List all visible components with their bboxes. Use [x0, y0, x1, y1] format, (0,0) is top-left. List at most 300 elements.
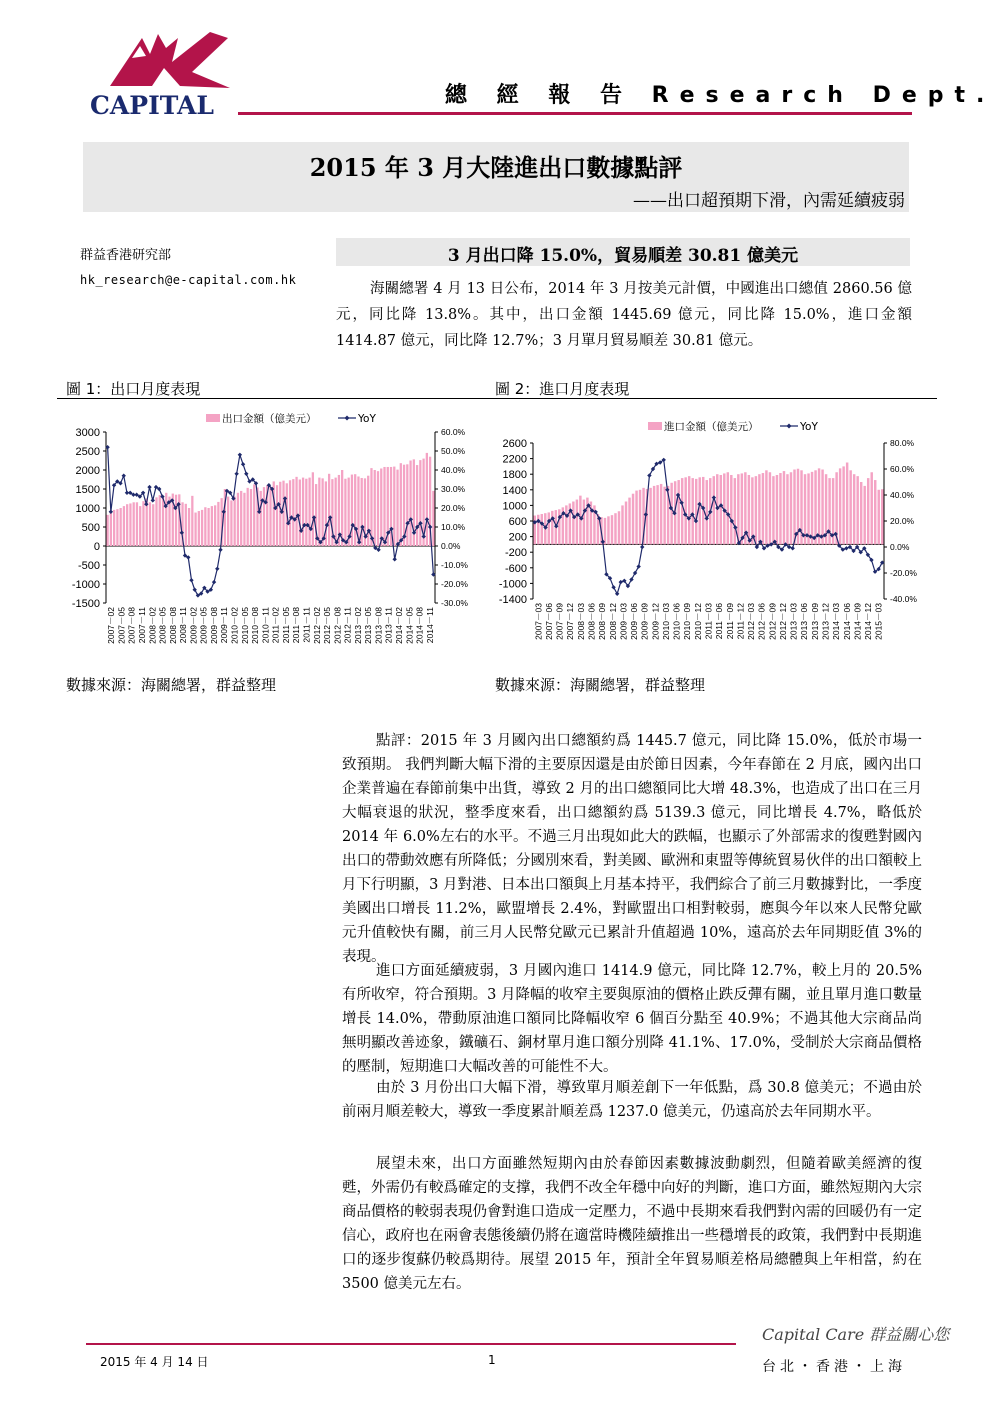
x-tick-label: 2007－02: [106, 607, 117, 644]
value-bar: [811, 472, 813, 545]
value-bar: [776, 475, 778, 544]
x-tick-label: 2009－06: [629, 603, 640, 640]
value-bar: [282, 481, 284, 546]
x-tick-label: 2012－03: [746, 603, 757, 640]
x-tick-label: 2014－02: [394, 607, 405, 644]
value-bar: [649, 488, 651, 545]
yoy-point: [844, 546, 848, 550]
x-tick-label: 2012－09: [767, 603, 778, 640]
yoy-point: [425, 517, 429, 521]
value-bar: [162, 497, 164, 546]
value-bar: [289, 480, 291, 546]
value-bar: [295, 477, 297, 546]
page-number: 1: [488, 1353, 496, 1367]
value-bar: [583, 500, 585, 545]
x-tick-label: 2009－11: [219, 607, 230, 644]
value-bar: [698, 477, 700, 544]
export-chart: [58, 404, 478, 670]
yoy-point: [189, 578, 193, 582]
x-tick-label: 2008－08: [167, 607, 178, 644]
y-right-tick-label: 30.0%: [441, 484, 466, 494]
x-tick-label: 2012－11: [342, 607, 353, 644]
legend-line-label: YoY: [800, 421, 818, 433]
figure2-caption: 圖 2：進口月度表現: [495, 380, 630, 398]
yoy-point: [241, 462, 245, 466]
value-bar: [786, 474, 788, 544]
figure-rule: [57, 398, 937, 399]
y-left-tick-label: -200: [504, 547, 527, 560]
x-tick-label: 2014－09: [852, 603, 863, 640]
value-bar: [318, 478, 320, 546]
x-tick-label: 2011－08: [291, 607, 302, 644]
commentary-paragraph-1: 點評：2015 年 3 月國內出口總額約爲 1445.7 億元，同比降 15.0%，低於市場一致預期。 我們判斷大幅下滑的主要原因還是由於節日因素，今年春節在 2 月底，國內出口企業普遍在春節前集中出貨，導致 2 月的出口總額同比大增 48.3%，也造成了出口在三月大幅衰退的狀況，整季度來看，出口總額約爲 5139.3 億元，同比增長 4.7%，略低於 2014 年 6.0%左右的水平。不過三月出現如此大的跌幅，也顯示了外部需求的復甦對國內出口的帶動效應有所降低；分國別來看，對美國、歐洲和東盟等傳統貿易伙伴的出口額較上月下行明顯，3 月對港、日本出口額與上月基本持平，我們綜合了前三月數據對比，一季度美國出口增長 11.2%，歐盟增長 2.4%，對歐盟出口相對較弱，應與今年以來人民幣兌歐元升值較快有關，前三月人民幣兌歐元已累計升值超過 10%，遠高於去年同期貶值 3%的表現。: [342, 733, 922, 965]
x-tick-label: 2010－03: [660, 603, 671, 640]
legend-line-marker: [345, 416, 350, 421]
value-bar: [377, 471, 379, 546]
value-bar: [139, 506, 141, 546]
x-tick-label: 2007－03: [533, 603, 544, 640]
value-bar: [779, 473, 781, 544]
y-right-tick-label: 40.0%: [441, 465, 466, 475]
y-right-tick-label: 20.0%: [890, 516, 915, 526]
x-tick-label: 2011－11: [301, 607, 312, 643]
value-bar: [769, 472, 771, 544]
yoy-point: [647, 473, 651, 477]
value-bar: [149, 502, 151, 546]
value-bar: [155, 497, 157, 546]
y-left-tick-label: -500: [77, 560, 100, 572]
x-tick-label: 2013－02: [352, 607, 363, 644]
value-bar: [653, 486, 655, 545]
value-bar: [604, 518, 606, 545]
yoy-point: [122, 474, 126, 478]
x-tick-label: 2009－08: [208, 607, 219, 644]
x-tick-label: 2008－05: [157, 607, 168, 644]
yoy-point: [636, 564, 640, 568]
x-tick-label: 2013－03: [788, 603, 799, 640]
page-subtitle: ——出口超預期下滑，內需延續疲弱: [633, 191, 905, 211]
value-bar: [734, 478, 736, 544]
value-bar: [308, 478, 310, 546]
value-bar: [321, 478, 323, 546]
value-bar: [684, 477, 686, 544]
value-bar: [790, 472, 792, 544]
value-bar: [762, 473, 764, 544]
value-bar: [772, 476, 774, 544]
yoy-point: [244, 472, 248, 476]
x-tick-label: 2009－12: [650, 603, 661, 640]
value-bar: [396, 470, 398, 546]
y-left-tick-label: 2000: [75, 465, 100, 477]
value-bar: [250, 489, 252, 546]
x-tick-label: 2011－05: [280, 607, 291, 644]
value-bar: [688, 476, 690, 544]
value-bar: [188, 508, 190, 546]
value-bar: [123, 506, 125, 546]
x-tick-label: 2015－03: [873, 603, 884, 640]
yoy-point: [234, 472, 238, 476]
x-tick-label: 2013－05: [363, 607, 374, 644]
yoy-point: [151, 498, 155, 502]
value-bar: [269, 487, 271, 546]
value-bar: [380, 468, 382, 546]
value-bar: [142, 501, 144, 546]
value-bar: [607, 516, 609, 544]
value-bar: [534, 516, 536, 545]
x-tick-label: 2012－05: [322, 607, 333, 644]
yoy-point: [144, 502, 148, 506]
x-tick-label: 2014－06: [841, 603, 852, 640]
x-tick-label: 2014－11: [424, 607, 435, 644]
value-bar: [328, 474, 330, 546]
header-rule: [238, 112, 912, 115]
x-tick-label: 2011－12: [735, 603, 746, 640]
legend-bar-label: 進口金額（億美元）: [664, 421, 759, 433]
value-bar: [393, 467, 395, 546]
value-bar: [632, 494, 634, 545]
yoy-point: [629, 577, 633, 581]
author-email[interactable]: hk_research@e-capital.com.hk: [80, 273, 297, 287]
value-bar: [227, 497, 229, 546]
value-bar: [748, 475, 750, 544]
intro-paragraph: 海關總署 4 月 13 日公布，2014 年 3 月按美元計價，中國進出口總值 2860.56 億元，同比降 13.8%。其中，出口金額 1445.69 億元，同比降 15.0%，進口金額 1414.87 億元，同比降 12.7%；3 月單月貿易順差 30.81 億元。: [336, 281, 912, 349]
yoy-point: [611, 585, 615, 589]
x-tick-label: 2014－12: [863, 603, 874, 640]
x-tick-label: 2009－02: [188, 607, 199, 644]
author-department: 群益香港研究部: [80, 248, 172, 263]
y-left-tick-label: 2500: [75, 446, 100, 458]
yoy-point: [218, 548, 222, 552]
legend-line-label: YoY: [358, 413, 376, 425]
value-bar: [217, 502, 219, 546]
y-left-tick-label: -1400: [498, 594, 527, 606]
value-bar: [541, 514, 543, 544]
yoy-point: [633, 571, 637, 575]
value-bar: [367, 476, 369, 546]
x-tick-label: 2012－12: [777, 603, 788, 640]
value-bar: [247, 488, 249, 546]
value-bar: [677, 480, 679, 544]
value-bar: [706, 480, 708, 544]
value-bar: [204, 507, 206, 546]
y-left-tick-label: -1000: [71, 579, 100, 591]
x-tick-label: 2010－05: [239, 607, 250, 644]
x-tick-label: 2008－09: [597, 603, 608, 640]
y-left-tick-label: 500: [81, 522, 100, 534]
value-bar: [234, 497, 236, 546]
value-bar: [207, 508, 209, 546]
value-bar: [185, 504, 187, 546]
value-bar: [695, 479, 697, 545]
value-bar: [635, 491, 637, 545]
value-bar: [126, 504, 128, 546]
value-bar: [253, 484, 255, 546]
value-bar: [737, 474, 739, 544]
value-bar: [354, 474, 356, 546]
value-bar: [133, 502, 135, 546]
value-bar: [758, 474, 760, 544]
value-bar: [312, 472, 314, 546]
y-left-tick-label: 1400: [502, 484, 527, 497]
y-left-tick-label: 2600: [502, 438, 527, 450]
x-tick-label: 2011－06: [714, 603, 725, 640]
value-bar: [611, 515, 613, 544]
x-tick-label: 2012－08: [332, 607, 343, 644]
yoy-point: [212, 580, 216, 584]
y-right-tick-label: -30.0%: [441, 598, 468, 608]
value-bar: [828, 478, 830, 544]
value-bar: [565, 505, 567, 544]
value-bar: [551, 511, 553, 545]
yoy-point: [392, 557, 396, 561]
y-right-tick-label: -20.0%: [441, 579, 468, 589]
value-bar: [821, 470, 823, 545]
y-left-tick-label: 2200: [502, 453, 527, 466]
x-tick-label: 2008－03: [575, 603, 586, 640]
legend-bar-swatch: [648, 422, 662, 430]
value-bar: [276, 485, 278, 546]
commentary-paragraph-2: 進口方面延續疲弱，3 月國內進口 1414.9 億元，同比降 12.7%，較上月的 20.5%有所收窄，符合預期。3 月降幅的收窄主要與原油的價格止跌反彈有關，並且單月進口數量增長 14.0%，帶動原油進口額同比降幅收窄 6 個百分點至 40.9%；不過其他大宗商品尚無明顯改善迹象，鐵礦石、銅材單月進口額分別降 41.1%、17.0%，受制於大宗商品價格的壓制，短期進口大幅改善的可能性不大。: [342, 963, 922, 1075]
value-bar: [572, 502, 574, 545]
value-bar: [214, 505, 216, 546]
y-right-tick-label: 80.0%: [890, 438, 915, 448]
value-bar: [853, 474, 855, 544]
value-bar: [419, 460, 421, 546]
y-left-tick-label: 1000: [75, 503, 100, 515]
yoy-point: [708, 510, 712, 514]
x-tick-label: 2009－05: [198, 607, 209, 644]
value-bar: [713, 476, 715, 544]
figure1-source: 數據來源：海關總署，群益整理: [66, 676, 277, 694]
value-bar: [400, 463, 402, 546]
x-tick-label: 2009－09: [639, 603, 650, 640]
figure1-caption: 圖 1：出口月度表現: [66, 380, 201, 398]
y-right-tick-label: 40.0%: [890, 490, 915, 500]
svg-text:Capital Care 群益關心您: Capital Care 群益關心您: [762, 1325, 950, 1344]
value-bar: [198, 511, 200, 546]
page-title: 2015 年 3 月大陸進出口數據點評: [309, 153, 683, 182]
value-bar: [860, 482, 862, 544]
department-line: 總 經 報 告 Research Dept.: [445, 83, 995, 108]
value-bar: [426, 453, 428, 546]
value-bar: [110, 512, 112, 546]
y-left-tick-label: 1000: [502, 500, 527, 513]
value-bar: [302, 478, 304, 546]
y-right-tick-label: 0.0%: [890, 542, 910, 552]
value-bar: [325, 481, 327, 546]
x-tick-label: 2011－03: [703, 603, 714, 640]
value-bar: [727, 472, 729, 544]
value-bar: [846, 463, 848, 545]
footer-rule: [86, 1343, 736, 1345]
y-left-tick-label: -600: [504, 562, 527, 575]
legend-line-marker: [787, 424, 792, 429]
y-right-tick-label: -10.0%: [441, 560, 468, 570]
x-tick-label: 2014－08: [414, 607, 425, 644]
value-bar: [720, 475, 722, 544]
value-bar: [656, 485, 658, 544]
x-tick-label: 2014－05: [404, 607, 415, 644]
value-bar: [839, 468, 841, 544]
value-bar: [874, 480, 876, 544]
value-bar: [614, 513, 616, 544]
value-bar: [618, 511, 620, 544]
value-bar: [863, 486, 865, 545]
x-tick-label: 2007－09: [554, 603, 565, 640]
import-chart: [488, 404, 928, 670]
x-tick-label: 2008－11: [178, 607, 189, 644]
y-left-tick-label: 3000: [75, 427, 100, 439]
value-bar: [165, 493, 167, 546]
yoy-point: [790, 546, 794, 550]
value-bar: [548, 512, 550, 544]
value-bar: [409, 461, 411, 547]
x-tick-label: 2010－09: [682, 603, 693, 640]
y-right-tick-label: -40.0%: [890, 594, 917, 604]
x-tick-label: 2012－02: [311, 607, 322, 644]
x-tick-label: 2010－06: [671, 603, 682, 640]
commentary-paragraph-3: 由於 3 月份出口大幅下滑，導致單月順差創下一年低點，爲 30.8 億美元；不過由於前兩月順差較大，導致一季度累計順差爲 1237.0 億美元，仍遠高於去年同期水平。: [342, 1080, 922, 1120]
value-bar: [335, 478, 337, 546]
y-right-tick-label: -20.0%: [890, 568, 917, 578]
y-right-tick-label: 50.0%: [441, 446, 466, 456]
svg-text:CAPITAL: CAPITAL: [90, 91, 214, 120]
value-bar: [741, 473, 743, 544]
value-bar: [344, 479, 346, 546]
y-left-tick-label: 1500: [75, 484, 100, 496]
value-bar: [106, 515, 108, 546]
value-bar: [818, 468, 820, 544]
x-tick-label: 2013－06: [799, 603, 810, 640]
value-bar: [211, 506, 213, 546]
figure2-source: 數據來源：海關總署，群益整理: [495, 676, 706, 694]
value-bar: [237, 493, 239, 546]
y-left-tick-label: -1000: [498, 578, 527, 591]
value-bar: [639, 490, 641, 545]
value-bar: [432, 491, 434, 546]
value-bar: [113, 510, 115, 546]
y-right-tick-label: 0.0%: [441, 541, 461, 551]
x-tick-label: 2010－11: [260, 607, 271, 644]
value-bar: [136, 502, 138, 546]
yoy-point: [109, 510, 113, 514]
value-bar: [299, 480, 301, 547]
x-tick-label: 2012－06: [756, 603, 767, 640]
value-bar: [240, 491, 242, 546]
y-left-tick-label: -1500: [71, 598, 100, 610]
value-bar: [730, 475, 732, 544]
value-bar: [625, 502, 627, 545]
x-tick-label: 2010－02: [229, 607, 240, 644]
y-right-tick-label: 10.0%: [441, 522, 466, 532]
value-bar: [383, 467, 385, 546]
x-tick-label: 2013－08: [373, 607, 384, 644]
value-bar: [243, 493, 245, 546]
yoy-point: [238, 453, 242, 457]
yoy-point: [640, 545, 644, 549]
x-tick-label: 2011－09: [724, 603, 735, 640]
value-bar: [374, 470, 376, 546]
value-bar: [751, 477, 753, 544]
y-left-tick-label: 200: [508, 531, 527, 544]
x-tick-label: 2010－12: [692, 603, 703, 640]
value-bar: [755, 476, 757, 544]
x-tick-label: 2013－12: [820, 603, 831, 640]
x-tick-label: 2008－06: [586, 603, 597, 640]
value-bar: [129, 503, 131, 546]
value-bar: [842, 466, 844, 544]
value-bar: [406, 464, 408, 546]
value-bar: [881, 489, 883, 544]
value-bar: [120, 508, 122, 546]
value-bar: [621, 505, 623, 544]
y-right-tick-label: 60.0%: [890, 464, 915, 474]
footer-cities: 台北・香港・上海: [762, 1359, 906, 1375]
value-bar: [783, 471, 785, 544]
value-bar: [660, 484, 662, 544]
value-bar: [663, 487, 665, 545]
x-tick-label: 2013－11: [383, 607, 394, 644]
x-tick-label: 2007－11: [136, 607, 147, 644]
yoy-point: [615, 592, 619, 596]
value-bar: [201, 510, 203, 546]
x-tick-label: 2011－02: [270, 607, 281, 644]
yoy-point: [147, 485, 151, 489]
value-bar: [681, 478, 683, 544]
value-bar: [576, 500, 578, 545]
x-tick-label: 2013－09: [809, 603, 820, 640]
headline: 3 月出口降 15.0%，貿易順差 30.81 億美元: [447, 246, 799, 266]
value-bar: [230, 500, 232, 546]
footer-date: 2015 年 4 月 14 日: [100, 1355, 209, 1369]
value-bar: [807, 473, 809, 544]
value-bar: [856, 476, 858, 544]
value-bar: [351, 475, 353, 546]
value-bar: [152, 504, 154, 546]
x-tick-label: 2007－08: [126, 607, 137, 644]
value-bar: [305, 479, 307, 546]
yoy-point: [215, 567, 219, 571]
value-bar: [878, 490, 880, 545]
value-bar: [116, 509, 118, 546]
x-tick-label: 2014－03: [831, 603, 842, 640]
x-tick-label: 2007－12: [565, 603, 576, 640]
value-bar: [292, 479, 294, 546]
capital-logo: [80, 28, 240, 124]
x-tick-label: 2008－12: [607, 603, 618, 640]
y-left-tick-label: 600: [508, 516, 527, 528]
x-tick-label: 2007－05: [116, 607, 127, 644]
value-bar: [175, 495, 177, 546]
value-bar: [191, 496, 193, 546]
value-bar: [263, 487, 265, 546]
value-bar: [870, 472, 872, 544]
value-bar: [279, 482, 281, 546]
value-bar: [159, 495, 161, 546]
value-bar: [814, 470, 816, 544]
y-right-tick-label: 20.0%: [441, 503, 466, 513]
yoy-point: [694, 519, 698, 523]
value-bar: [691, 478, 693, 544]
legend-bar-swatch: [206, 414, 220, 422]
value-bar: [670, 483, 672, 545]
value-bar: [867, 478, 869, 544]
yoy-point: [428, 525, 432, 529]
value-bar: [628, 498, 630, 545]
legend-bar-label: 出口金額（億美元）: [222, 413, 317, 425]
y-left-tick-label: 0: [93, 541, 100, 553]
x-tick-label: 2008－02: [147, 607, 158, 644]
